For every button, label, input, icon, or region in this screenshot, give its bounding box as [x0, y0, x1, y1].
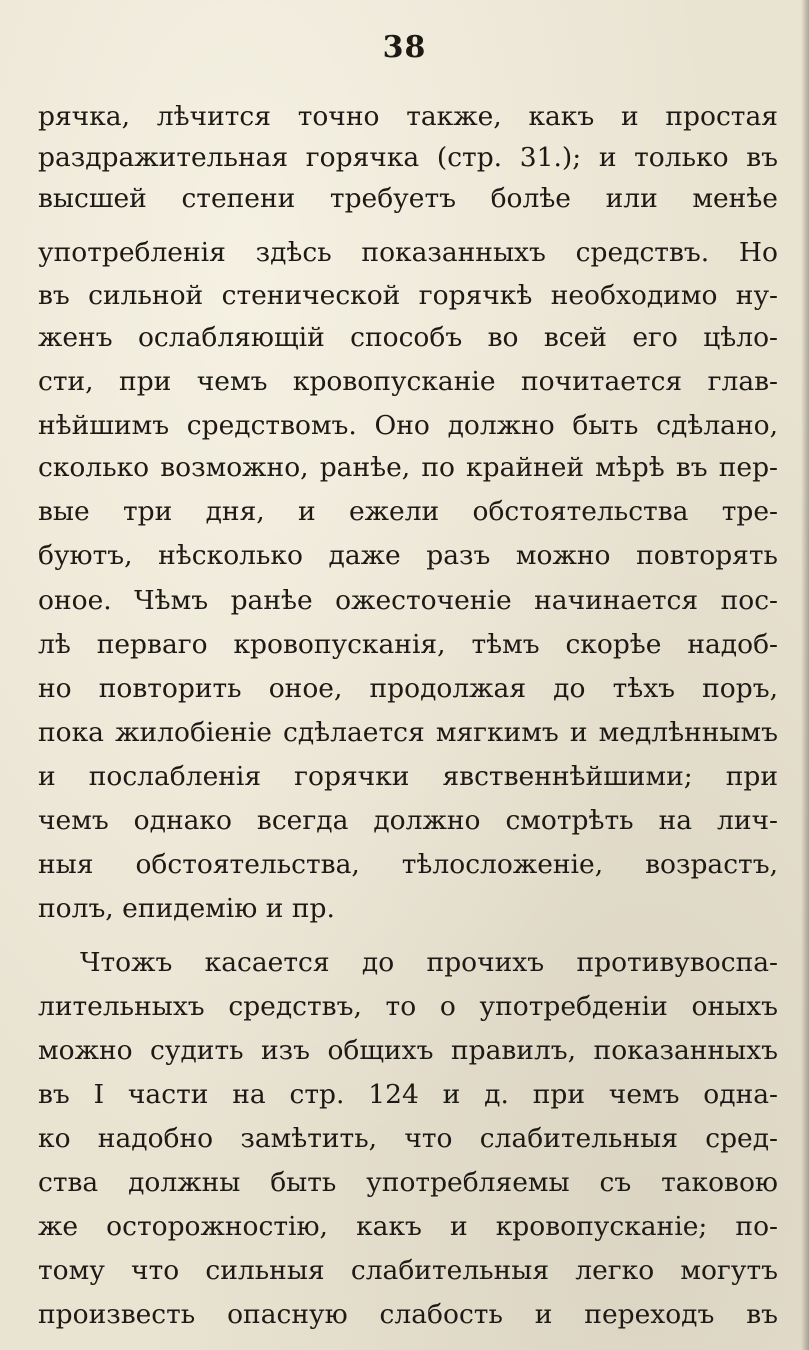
text-line-paragraph-start: Чтожъ касается до прочихъ противувоспа- — [80, 947, 778, 978]
text-line: употребленія здѣсь показанныхъ средствъ. Но — [38, 237, 778, 268]
text-line: раздражительная горячка (стр. 31.); и только въ — [38, 142, 778, 173]
text-line: можно судить изъ общихъ правилъ, показанныхъ — [38, 1035, 778, 1066]
text-line: сти, при чемъ кровопусканіе почитается глав- — [38, 366, 778, 397]
text-line: ства должны быть употребляемы съ таковою — [38, 1167, 778, 1198]
text-line: въ I части на стр. 124 и д. при чемъ одна- — [38, 1079, 778, 1110]
text-line: нѣйшимъ средствомъ. Оно должно быть сдѣлано, — [38, 410, 778, 441]
text-line: въ сильной стенической горячкѣ необходимо ну- — [38, 280, 778, 311]
text-line-paragraph-end: полъ, епидемію и пр. — [38, 893, 335, 924]
text-line: лѣ перваго кровопусканія, тѣмъ скорѣе надоб- — [38, 629, 778, 660]
page-number: 38 — [382, 30, 427, 65]
text-line: оное. Чѣмъ ранѣе ожесточеніе начинается пос- — [38, 585, 778, 616]
text-line: лительныхъ средствъ, то о употребденіи оныхъ — [38, 991, 778, 1022]
text-line: произвесть опасную слабость и переходъ въ — [38, 1299, 778, 1330]
text-line: рячка, лѣчится точно также, какъ и простая — [38, 101, 778, 132]
text-line: чемъ однако всегда должно смотрѣть на лич- — [38, 805, 778, 836]
page-edge-shadow — [801, 0, 809, 1350]
text-line: женъ ослабляющій способъ во всей его цѣло- — [38, 322, 778, 353]
text-line: и послабленія горячки явственнѣйшими; при — [38, 761, 778, 792]
text-line: же осторожностію, какъ и кровопусканіе; по- — [38, 1211, 778, 1242]
text-line: но повторить оное, продолжая до тѣхъ поръ, — [38, 673, 778, 704]
text-line: ныя обстоятельства, тѣлосложеніе, возрастъ, — [38, 849, 778, 880]
text-line: пока жилобіеніе сдѣлается мягкимъ и медлѣннымъ — [38, 717, 778, 748]
text-line: буютъ, нѣсколько даже разъ можно повторять — [38, 540, 778, 571]
text-line: тому что сильныя слабительныя легко могутъ — [38, 1255, 778, 1286]
text-line: вые три дня, и ежели обстоятельства тре- — [38, 496, 778, 527]
text-line: ко надобно замѣтить, что слабительныя сред- — [38, 1123, 778, 1154]
text-line: сколько возможно, ранѣе, по крайней мѣрѣ въ пер- — [38, 452, 778, 483]
text-line: высшей степени требуетъ болѣе или менѣе — [38, 183, 778, 214]
